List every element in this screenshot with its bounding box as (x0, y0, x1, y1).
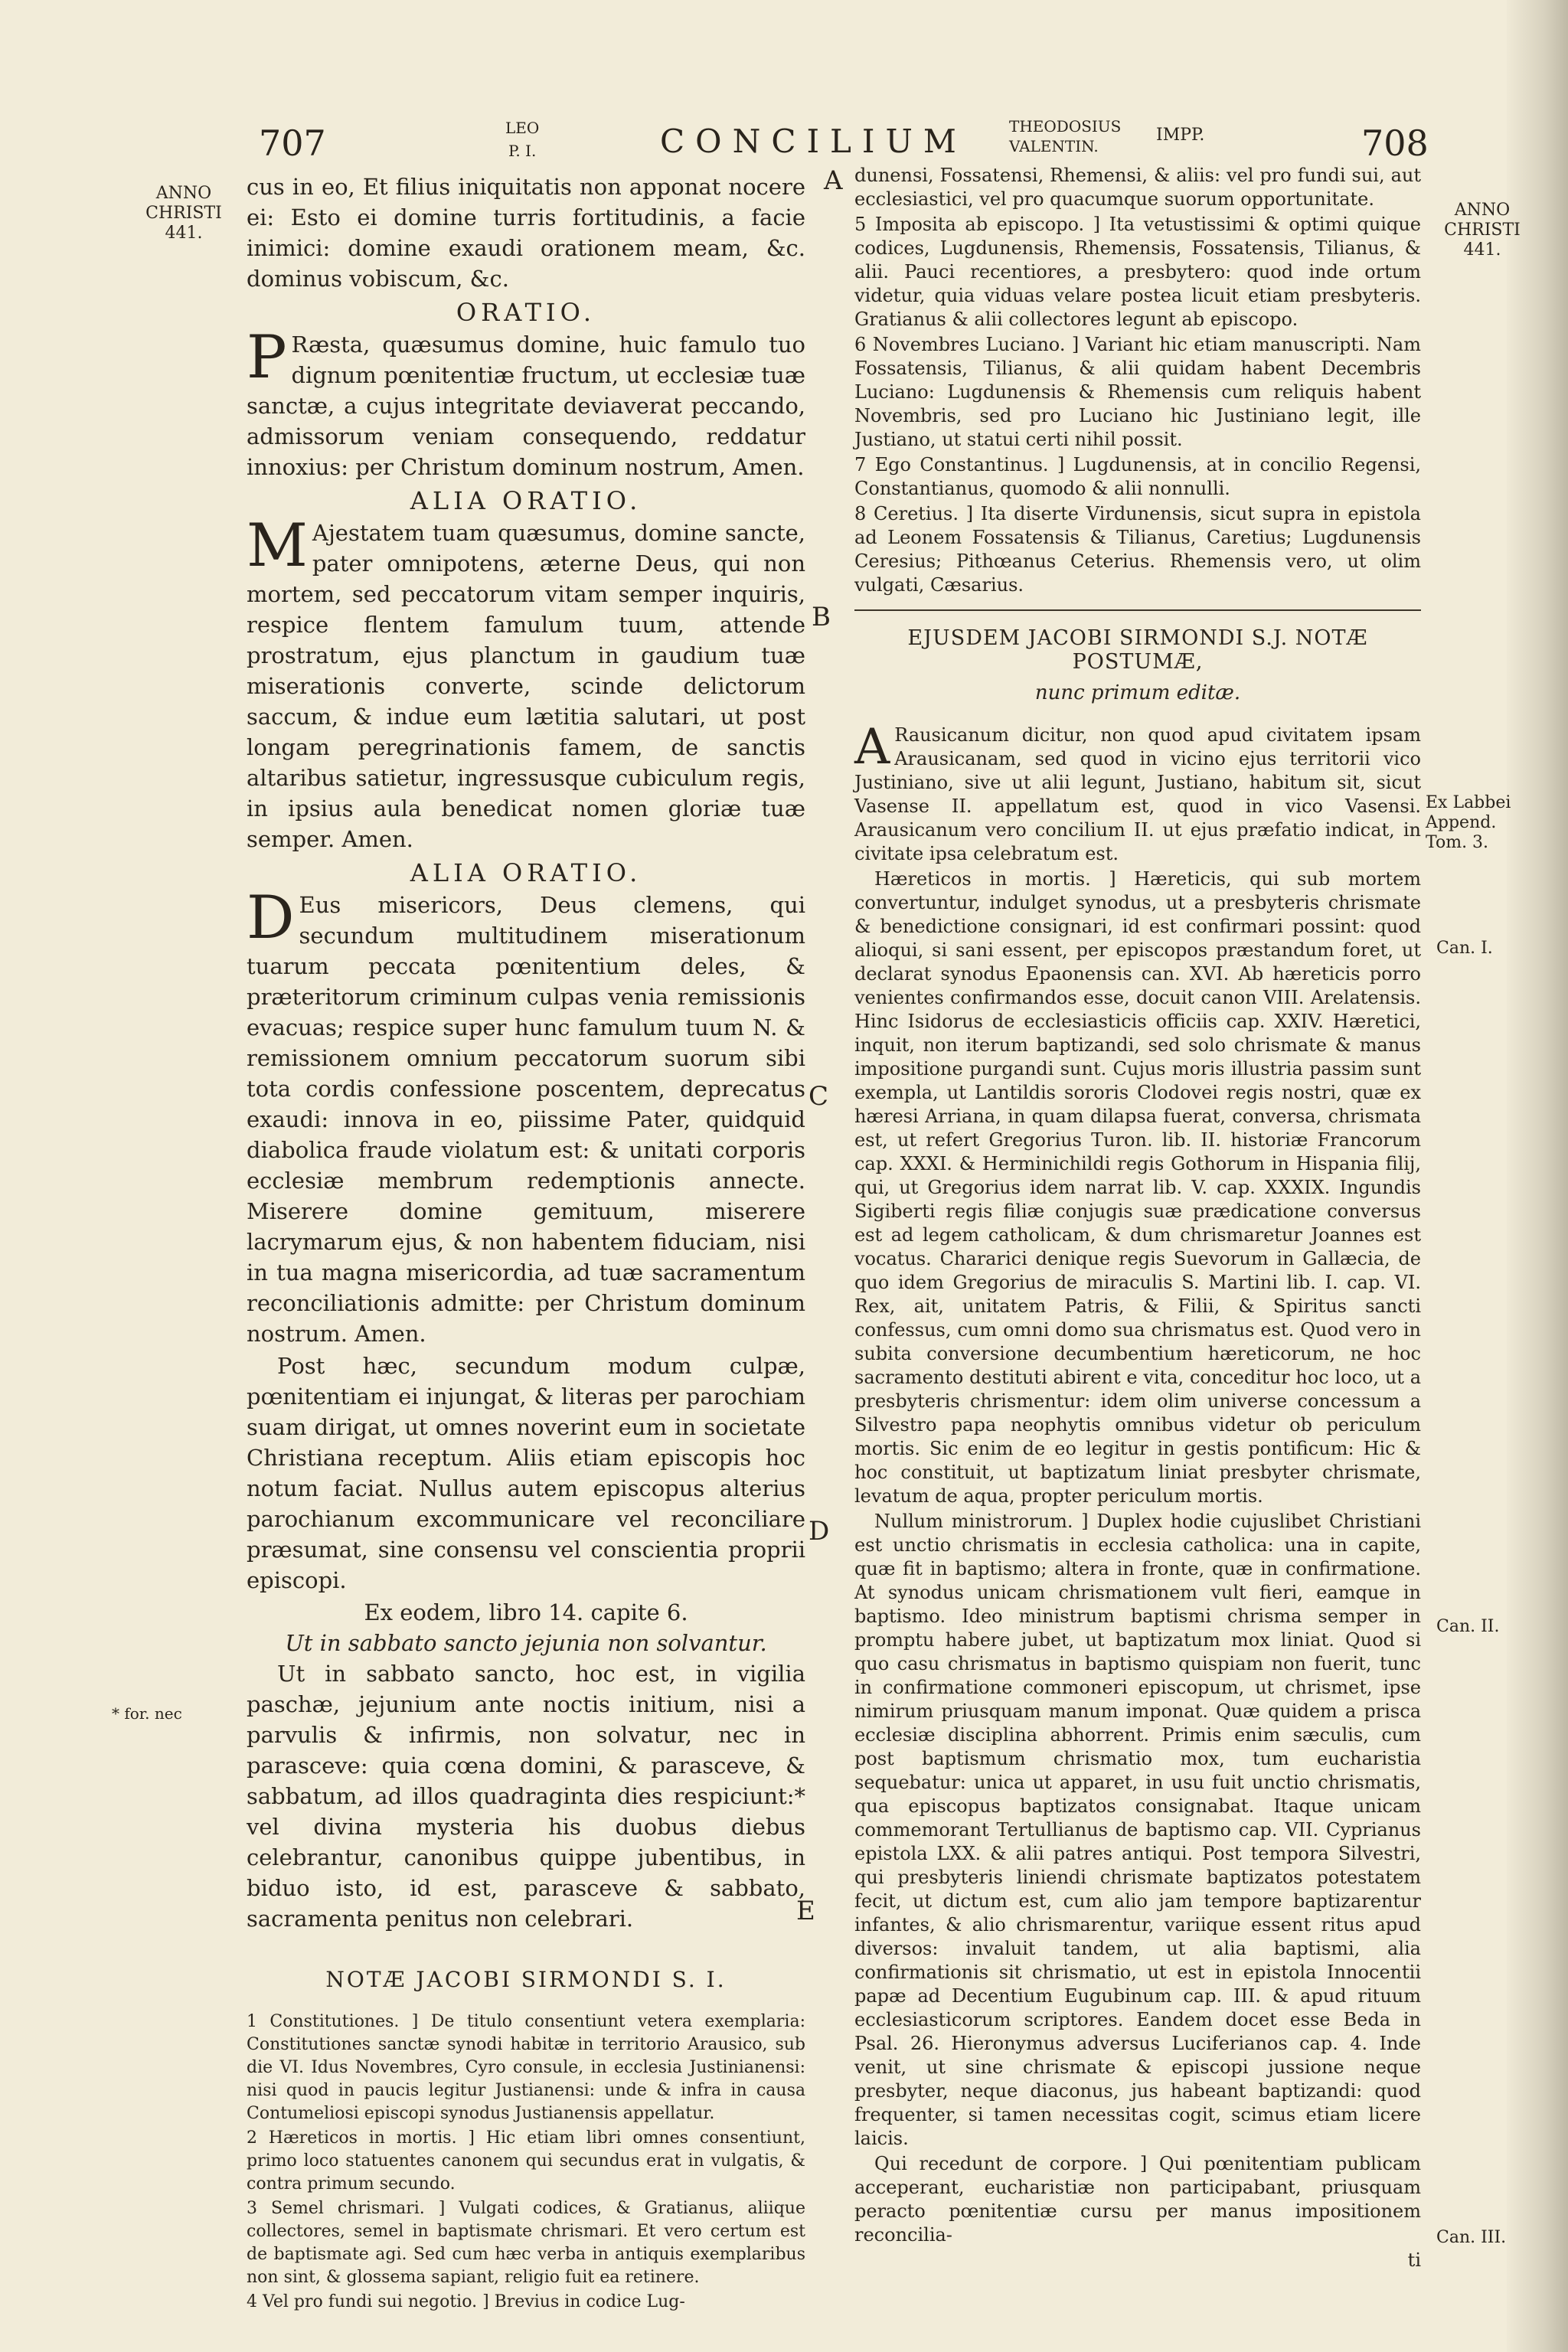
paragraph-text: Ræsta, quæsumus domine, huic famulo tuo dignum pœnitentiæ fructum, ut ecclesiæ tuæ sanctæ, a cujus integritate deviaverat peccando, admissorum veniam consequendo, reddatur innoxius: per Christum dominum nostrum, Amen. (247, 332, 805, 480)
header-valentin: VALENTIN. (1009, 137, 1099, 155)
margin-footnote: * for. nec (112, 1704, 182, 1723)
header-theodosius: THEODOSIUS (1009, 117, 1122, 136)
paragraph (247, 511, 805, 854)
notes-block (247, 2011, 805, 2314)
section-letter-b: B (812, 602, 831, 632)
drop-cap: P (247, 323, 287, 392)
paragraph (247, 323, 805, 482)
margin-can-2: Can. II. (1436, 1617, 1500, 1636)
page-number-right: 708 (1361, 122, 1429, 164)
heading-sabbato: Ut in sabbato sancto jejunia non solvantur. (285, 1630, 767, 1656)
section-letter-d: D (808, 1516, 830, 1547)
header-leo-name: LEO (505, 119, 540, 137)
postumae-heading: EJUSDEM JACOBI SIRMONDI S.J. NOTÆ POSTUMÆ, (907, 626, 1368, 674)
section-letter-a: A (824, 165, 843, 196)
paragraph-text: Ajestatem tuam quæsumus, domine sancte, pater omnipotens, æterne Deus, qui non mortem, sed peccatorum vitam semper inquiris, respice flentem famulum tuum, attende prostratum, ejus planctum in gaudium tuæ miserationis converte, scinde delictorum saccum, & indue eum lætitia salutari, ut post longam peregrinationis famem, de sanctis altaribus satietur, ingressusque cubiculum regis, in ipsius aula benedicat nomen gloriæ tuæ semper. Amen. (247, 520, 805, 852)
heading-ex-eodem: Ex eodem, libro 14. capite 6. (364, 1599, 688, 1625)
margin-can-1: Can. I. (1436, 939, 1493, 958)
note-4: 4 Vel pro fundi sui negotio. ] Brevius in codice Lug- (247, 2292, 685, 2311)
paragraph: Hæreticos in mortis. ] Hæreticis, qui sub mortem convertuntur, indulget synodus, ut a presbyteris chrismate & benedictione consignari, id est confirmari possint: quod alioqui, si sani essent, per episcopos præstandum foret, ut declarat synodus Epaonensis can. XVI. Ab hæreticis porro venientes confirmandos esse, docuit canon VIII. Arelatensis. Hinc Isidorus de ecclesiasticis officiis cap. XXIV. Hæretici, inquit, non iterum baptizandi, sed solo chrismate & manus impositione purgandi sunt. Cujus moris illustria passim sunt exempla, ut Lantildis sororis Clodovei regis nostri, quæ ex hæresi Arriana, in quam dilapsa fuerat, conversa, chrismata est, ut refert Gregorius Turon. lib. II. historiæ Francorum cap. XXXI. & Herminichildi regis Gothorum in Hispania filij, qui, ut Gregorius idem narrat lib. V. cap. XXXIX. Ingundis Sigiberti regis filiæ conjugis suæ prædicatione conversus est ad legem catholicam, & dum chrismaretur Joannes est vocatus. Chararici denique regis Suevorum in Gallæcia, de quo idem Gregorius de miraculis S. Martini lib. I. cap. VI. Rex, ait, unitatem Patris, & Filii, & Spiritus sancti confessus, cum omni domo sua chrismatus est. Quod vero in subita conversione decumbentium hæreticorum, ne hoc sacramento destituti abirent e vita, conceditur hoc loco, ut a presbyteris chrismentur: idem olim universe concessum a Silvestro papa neophytis omnibus videtur ob periculum mortis. Sic enim de eo legitur in gestis pontificum: Hic & hoc constituit, ut baptizatum liniat presbyter chrismate, levatum de aqua, propter periculum mortis. (854, 868, 1421, 1507)
note-5: 5 Imposita ab episcopo. ] Ita vetustissimi & optimi quique codices, Lugdunensis, Rhemensis, Fossatensis, Tilianus, & alii. Pauci recentiores, a presbytero: quod inde ortum videtur, quia viduas velare postea licuit etiam presbyteris. Gratianus & alii collectores legunt ab episcopo. (854, 214, 1421, 330)
christi-word: CHRISTI (145, 204, 222, 223)
header-impp: IMPP. (1156, 126, 1205, 145)
page-gutter (1507, 0, 1568, 2352)
drop-cap: A (854, 719, 890, 776)
note-4-cont: dunensi, Fossatensi, Rhemensi, & aliis: vel pro fundi sui, aut ecclesiastici, vel pro quacumque suorum opportunitate. (854, 165, 1421, 210)
note-2: 2 Hæreticos in mortis. ] Hic etiam libri omnes consentiunt, primo loco statuentes canonem qui secundus erat in vulgatis, & contra primum secundo. (247, 2128, 805, 2194)
catchword: ti (1407, 2249, 1421, 2271)
right-column (854, 164, 1421, 2272)
running-title: CONCILIUM (660, 122, 967, 160)
notes-title: NOTÆ JACOBI SIRMONDI S. I. (325, 1967, 727, 1992)
paragraph: cus in eo, Et filius iniquitatis non apponat nocere ei: Esto ei domine turris fortitudinis, a facie inimici: domine exaudi orationem meam, &c. dominus vobiscum, &c. (247, 174, 805, 292)
margin-anno-right (1436, 201, 1528, 260)
header-leo (505, 116, 539, 162)
christi-word: CHRISTI (1444, 220, 1521, 240)
margin-can-3: Can. III. (1436, 2228, 1507, 2247)
anno-word: ANNO (1454, 201, 1511, 220)
note-6: 6 Novembres Luciano. ] Variant hic etiam manuscripti. Nam Fossatensis, Tilianus, & alii quidam habent Decembris Luciano: Lugdunensis & Rhemensis cum reliquis habent Novembris, sed pro Luciano hic Justiniano legit, ille Justiano, ut statui certi nihil possit. (854, 334, 1421, 450)
header-leo-sub: P. I. (508, 142, 537, 160)
heading-oratio: ORATIO. (456, 298, 596, 327)
year: 441. (1463, 240, 1501, 260)
paragraph (854, 719, 1421, 866)
paragraph-text: Rausicanum dicitur, non quod apud civitatem ipsam Arausicanam, sed quod in vicino ejus territorii vico Justiniano, sive ut alii legunt, Justiano, habitum sit, sicut Vasense II. appellatum est, quod in vico Vasensi. Arausicanum vero concilium II. ut ejus præfatio indicat, in civitate ipsa celebratum est. (854, 724, 1421, 864)
heading-alia-oratio: ALIA ORATIO. (410, 486, 642, 515)
paragraph: Qui recedunt de corpore. ] Qui pœnitentiam publicam acceperant, eucharistiæ non participabant, priusquam peracto pœnitentiæ cursu per manus impositionem reconcilia- (854, 2153, 1421, 2246)
paragraph: Ut in sabbato sancto, hoc est, in vigilia paschæ, jejunium ante noctis initium, nisi a parvulis & infirmis, non solvatur, nec in parasceve: quia cœna domini, & parasceve, & sabbatum, ad illos quadraginta dies respiciunt:* vel divina mysteria his duobus diebus celebrantur, canonibus quippe jubentibus, in biduo isto, id est, parasceve & sabbato, sacramenta penitus non celebrari. (247, 1661, 805, 1932)
divider (854, 609, 1421, 611)
note-3: 3 Semel chrismari. ] Vulgati codices, & Gratianus, aliique collectores, semel in baptismate chrismari. Et vero certum est de baptismate agi. Sed cum hæc verba in antiquis exemplaribus non sint, & glossema sapiant, religio fuit ea retinere. (247, 2199, 805, 2287)
header-emperors (1009, 116, 1121, 156)
postumae-subheading: nunc primum editæ. (1034, 681, 1241, 704)
margin-exlabbei: Ex Labbei Append. Tom. 3. (1426, 793, 1511, 852)
heading-alia-oratio-2: ALIA ORATIO. (410, 858, 642, 887)
paragraph: Post hæc, secundum modum culpæ, pœnitentiam ei injungat, & literas per parochiam suam dirigat, ut omnes noverint eum in societate Christiana receptum. Aliis etiam episcopis hoc notum faciat. Nullus autem episcopus alterius parochianum excommunicare vel reconciliare præsumat, sine consensu vel conscientia proprii episcopi. (247, 1353, 805, 1593)
paragraph (247, 884, 805, 1349)
note-8: 8 Ceretius. ] Ita diserte Virdunensis, sicut supra in epistola ad Leonem Fossatensis & Tilianus, Caretius; Lugdunensis Ceresius; Pithœanus Ceterius. Rhemensis vero, ut olim vulgati, Cæsarius. (854, 503, 1421, 596)
drop-cap: D (247, 884, 295, 952)
section-letter-c: C (808, 1081, 829, 1112)
note-1: 1 Constitutiones. ] De titulo consentiunt vetera exemplaria: Constitutiones sanctæ synodi habitæ in territorio Arausico, sub die VI. Idus Novembres, Cyro consule, in ecclesia Justinianensi: nisi quod in paucis legitur Justianensi: unde & infra in causa Contumeliosi episcopi synodus Justianensis appellatur. (247, 2012, 805, 2123)
section-letter-e: E (796, 1896, 815, 1926)
paragraph-text: Eus misericors, Deus clemens, qui secundum multitudinem miserationum tuarum peccata pœnitentium deles, & præteritorum criminum culpas venia remissionis evacuas; respice super hunc famulum tuum N. & remissionem omnium peccatorum suorum sibi tota cordis confessione poscentem, deprecatus exaudi: innova in eo, piissime Pater, quidquid diabolica fraude violatum est: & unitati corporis ecclesiæ membrum redemptionis annecte. Miserere domine gemituum, miserere lacrymarum ejus, & non habentem fiduciam, nisi in tua magna misericordia, ad tuæ sacramentum reconciliationis admitte: per Christum dominum nostrum. Amen. (247, 892, 805, 1347)
drop-cap: M (247, 511, 308, 580)
page-number-left: 707 (259, 122, 326, 164)
anno-word: ANNO (155, 184, 212, 203)
paragraph: Nullum ministrorum. ] Duplex hodie cujuslibet Christiani est unctio chrismatis in ecclesia catholica: una in capite, quæ fit in baptismo; altera in fronte, quæ in confirmatione. At synodus unicam chrismationem vult fieri, eamque in baptismo. Ideo ministrum baptismi chrisma semper in promptu habere jubet, ut baptizatum mox liniat. Quod si quo casu chrismatus in baptismo quispiam non fuerit, tunc in confirmatione commoneri episcopum, ut chrismet, ipse nimirum priusquam manum imponat. Quæ quidem a prisca ecclesiæ disciplina abhorrent. Primis enim sæculis, cum post baptismum chrismatio mox, tum eucharistia sequebatur: unica ut apparet, in usu fuit unctio chrismatis, qua episcopus baptizatos consignabat. Itaque unicam commemorant Tertullianus de baptismo cap. VII. Cyprianus epistola LXX. & alii patres antiqui. Post tempora Silvestri, qui presbyteris liniendi chrismate baptizatos potestatem fecit, ut dictum est, cum alio jam tempore baptizarentur infantes, & alio chrismarentur, variique essent ritus apud diversos: invaluit tandem, ut alia baptismi, alia confirmationis sit chrismatio, ut est in epistola Innocentii papæ ad Decentium Eugubinum cap. III. & apud rituum ecclesiasticorum scriptores. Eandem docet esse Beda in Psal. 26. Hieronymus adversus Luciferianos cap. 4. Inde venit, ut sine chrismate & episcopi jussione neque presbyter, neque diaconus, jus habeant baptizandi: quod frequenter, si tamen necessitas cogit, scimus etiam licere laicis. (854, 1511, 1421, 2149)
margin-anno-left (138, 184, 230, 243)
note-7: 7 Ego Constantinus. ] Lugdunensis, at in concilio Regensi, Constantianus, quomodo & alii nonnulli. (854, 454, 1421, 499)
year: 441. (165, 224, 203, 243)
left-column (247, 172, 805, 2315)
